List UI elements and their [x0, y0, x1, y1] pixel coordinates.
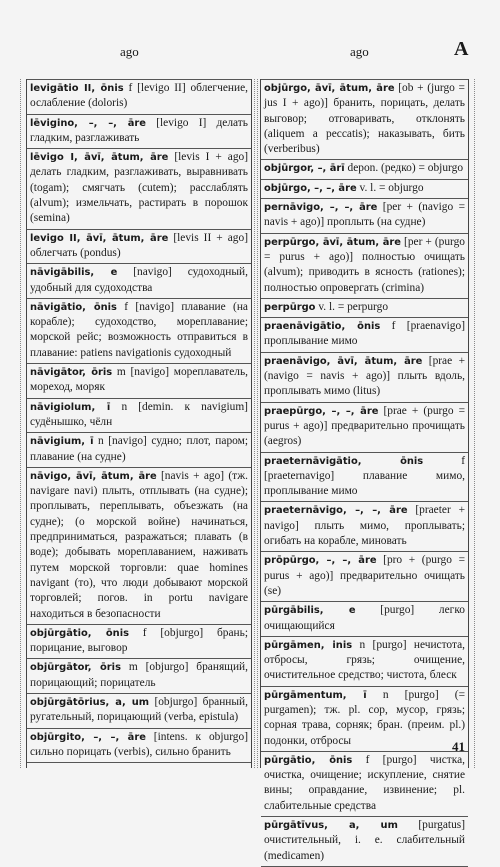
dictionary-entry	[27, 79, 251, 115]
entry-headword: praenāvigo, āvī, ātum, āre	[264, 355, 423, 367]
dictionary-entry	[261, 318, 468, 353]
entry-definition: [levis II + ago] облегчать (pondus)	[30, 231, 248, 259]
entry-definition: [ob + (jurgo = jus I + ago)] бранить, порицать, делать выговор; отговаривать, отклонять (aliquem a peccatis); наказывать, бить (verberibus)	[264, 82, 465, 156]
dictionary-entry	[261, 199, 468, 234]
entry-definition: m [objurgo] бранящий, порицающий; порицатель	[30, 661, 248, 689]
entry-definition: [praeter + navigo] плыть мимо, проплывать; огибать на корабле, миновать	[264, 504, 465, 548]
left-column	[26, 79, 252, 768]
entry-definition: [pro + (purgo = purus + ago)] предварительно очищать (se)	[264, 554, 465, 597]
entry-headword: praeternāvigo, –, –, āre	[264, 505, 408, 517]
entry-headword: prōpūrgo, –, –, āre	[264, 555, 377, 567]
entry-headword: nāvigiolum, ī	[30, 401, 111, 413]
running-head-right: ago	[350, 44, 369, 59]
entry-definition: n [purgo] нечистота, отбросы, грязь; очищение, очистительное средство; чистота, блеск	[264, 638, 465, 682]
entry-headword: objūrgātio, ōnis	[30, 627, 129, 639]
dictionary-entry	[27, 299, 251, 364]
entry-headword: objūrgo, āvī, ātum, āre	[264, 83, 395, 94]
dictionary-entry	[27, 659, 251, 694]
entry-headword: nāvigātor, ōris	[30, 367, 113, 379]
dictionary-entry	[261, 602, 468, 637]
dictionary-entry	[261, 637, 468, 687]
page-number: 41	[452, 739, 465, 754]
dictionary-entry	[261, 160, 468, 179]
entry-definition: n [demin. к navigium] судёнышко, чёлн	[30, 400, 248, 428]
entry-headword: perpūrgo	[264, 301, 316, 313]
entry-definition: m [navigo] мореплаватель, мореход, моряк	[30, 366, 248, 394]
dictionary-entry	[261, 234, 468, 299]
dictionary-entry	[261, 353, 468, 403]
dictionary-entry	[261, 403, 468, 453]
entry-definition: f [purgo] чистка, очистка, очищение; искупление, снятие вины; оправдание, извинение; pl. слабительные средства	[264, 753, 465, 812]
right-column	[260, 79, 469, 862]
entry-definition: f [navigo] плавание (на корабле); судоходство, мореплавание; морской рейс; возможность отправиться в плавание: patiens navigationis судоходный	[30, 300, 248, 359]
entry-definition: [purgo] легко очищающийся	[264, 604, 465, 632]
dictionary-entry	[27, 729, 251, 764]
dictionary-entry	[261, 752, 468, 817]
entry-headword: objūrgātor, ōris	[30, 662, 121, 674]
entry-definition: [navigo] судоходный, удобный для судоходства	[30, 266, 248, 294]
dictionary-entry	[261, 453, 468, 503]
entry-headword: pūrgātio, ōnis	[264, 754, 353, 766]
entry-definition: depon. (редко) = objurgo	[344, 162, 464, 175]
entry-headword: pūrgāmen, inis	[264, 639, 353, 651]
dictionary-entry	[27, 230, 251, 265]
entry-definition: n [purgo] (= purgamen); тж. pl. сор, мусор, грязь; сорная трава, сорняк; бран. (преим. pl.) подонки, отбросы	[264, 688, 465, 747]
dictionary-entry	[261, 552, 468, 602]
dictionary-entry	[27, 468, 251, 625]
entry-definition: [levigo I] делать гладким, разглаживать	[30, 116, 248, 144]
entry-headword: objūrgo, –, –, āre	[264, 182, 357, 194]
dictionary-entry	[27, 264, 251, 299]
dictionary-entry	[27, 149, 251, 229]
entry-headword: praeternāvigātio, ōnis	[264, 455, 424, 467]
entry-definition: v. l. = perpurgo	[315, 300, 389, 313]
dictionary-entry	[27, 364, 251, 399]
dictionary-entry	[27, 115, 251, 150]
entry-headword: lēvigo I, āvī, ātum, āre	[30, 152, 169, 164]
entry-headword: lēvigino, –, –, āre	[30, 117, 146, 129]
entry-definition: [purgatus] очистительный, i. e. слабительный (medicamen)	[264, 819, 465, 862]
entry-definition: [per + (purgo = purus + ago)] полностью очищать (alvum); приводить в ясность (rationes); полностью опровергать (crimina)	[264, 235, 466, 294]
entry-headword: nāvigo, āvī, ātum, āre	[30, 470, 157, 482]
entry-headword: perpūrgo, āvī, ātum, āre	[264, 236, 401, 248]
entry-headword: objūrgor, –, ārī	[264, 163, 345, 175]
entry-headword: pernāvigo, –, –, āre	[264, 202, 378, 214]
dictionary-entry	[261, 79, 468, 160]
entry-definition: [prae + (navigo = navis + ago)] плыть вдоль, проплывать мимо (litus)	[264, 354, 465, 398]
entry-definition: f [objurgo] брань; порицание, выговор	[30, 626, 248, 655]
entry-headword: objūrgito, –, –, āre	[30, 731, 146, 743]
dictionary-entry	[27, 433, 251, 468]
entry-definition: [navis + ago] (тж. navigare navi) плыть, отплывать (на судне); проплывать, переплывать, объезжать (на судне); (о морской войне) начинаться, предприниматься, разражаться; плавать (в воде); добывать мореплаванием, наживать путем морской торговли: quae homines navigant (то), что люди добывают морской торговлей; погов. in portu navigare находиться в безопасности	[30, 469, 248, 620]
entry-headword: nāvigābilis, e	[30, 267, 118, 279]
dictionary-entry	[261, 687, 468, 752]
dictionary-entry	[261, 502, 468, 552]
entry-headword: praepūrgo, –, –, āre	[264, 405, 379, 417]
dictionary-entry	[261, 817, 468, 867]
entry-headword: nāvigium, ī	[30, 436, 94, 448]
entry-headword: objūrgātōrius, a, um	[30, 696, 150, 708]
dictionary-entry	[261, 180, 468, 199]
dictionary-entry	[27, 399, 251, 434]
running-head-left: ago	[120, 44, 139, 59]
entry-headword: praenāvigātio, ōnis	[264, 321, 381, 333]
dictionary-entry	[261, 299, 468, 318]
entry-definition: [objurgo] бранный, ругательный, порицающий (verba, epistula)	[30, 695, 248, 724]
entry-definition: [intens. к objurgo] сильно порицать (verbis), сильно бранить	[30, 730, 248, 758]
dictionary-entry	[27, 625, 251, 660]
entry-headword: levigātio II, ōnis	[30, 83, 124, 94]
entry-definition: f [praenavigo] проплывание мимо	[264, 320, 465, 348]
section-letter: A	[454, 38, 469, 60]
entry-definition: v. l. = objurgo	[356, 181, 424, 194]
entry-headword: pūrgāmentum, ī	[264, 689, 367, 701]
entry-headword: nāvigātio, ōnis	[30, 301, 117, 313]
entry-definition: [per + (navigo = navis + ago)] проплыть (на судне)	[264, 201, 465, 229]
dictionary-entry	[27, 694, 251, 729]
entry-definition: f [levigo II] облегчение, ослабление (doloris)	[30, 82, 248, 110]
entry-definition: [levis I + ago] делать гладким, разглаживать, выравнивать (togam); смягчать (cutem); расслаблять (alvum); измельчать, растирать в порошок (semina)	[30, 151, 249, 225]
entry-headword: pūrgābilis, e	[264, 605, 356, 617]
entry-definition: f [praeternavigo] плавание мимо, проплывание мимо	[264, 454, 465, 498]
entry-headword: pūrgātīvus, a, um	[264, 820, 398, 832]
entry-definition: n [navigo] судно; плот, паром; плавание (на судне)	[30, 435, 248, 463]
entry-headword: levigo II, āvī, ātum, āre	[30, 232, 169, 244]
entry-definition: [prae + (purgo = purus + ago)] предварительно прочищать (aegros)	[264, 404, 466, 448]
